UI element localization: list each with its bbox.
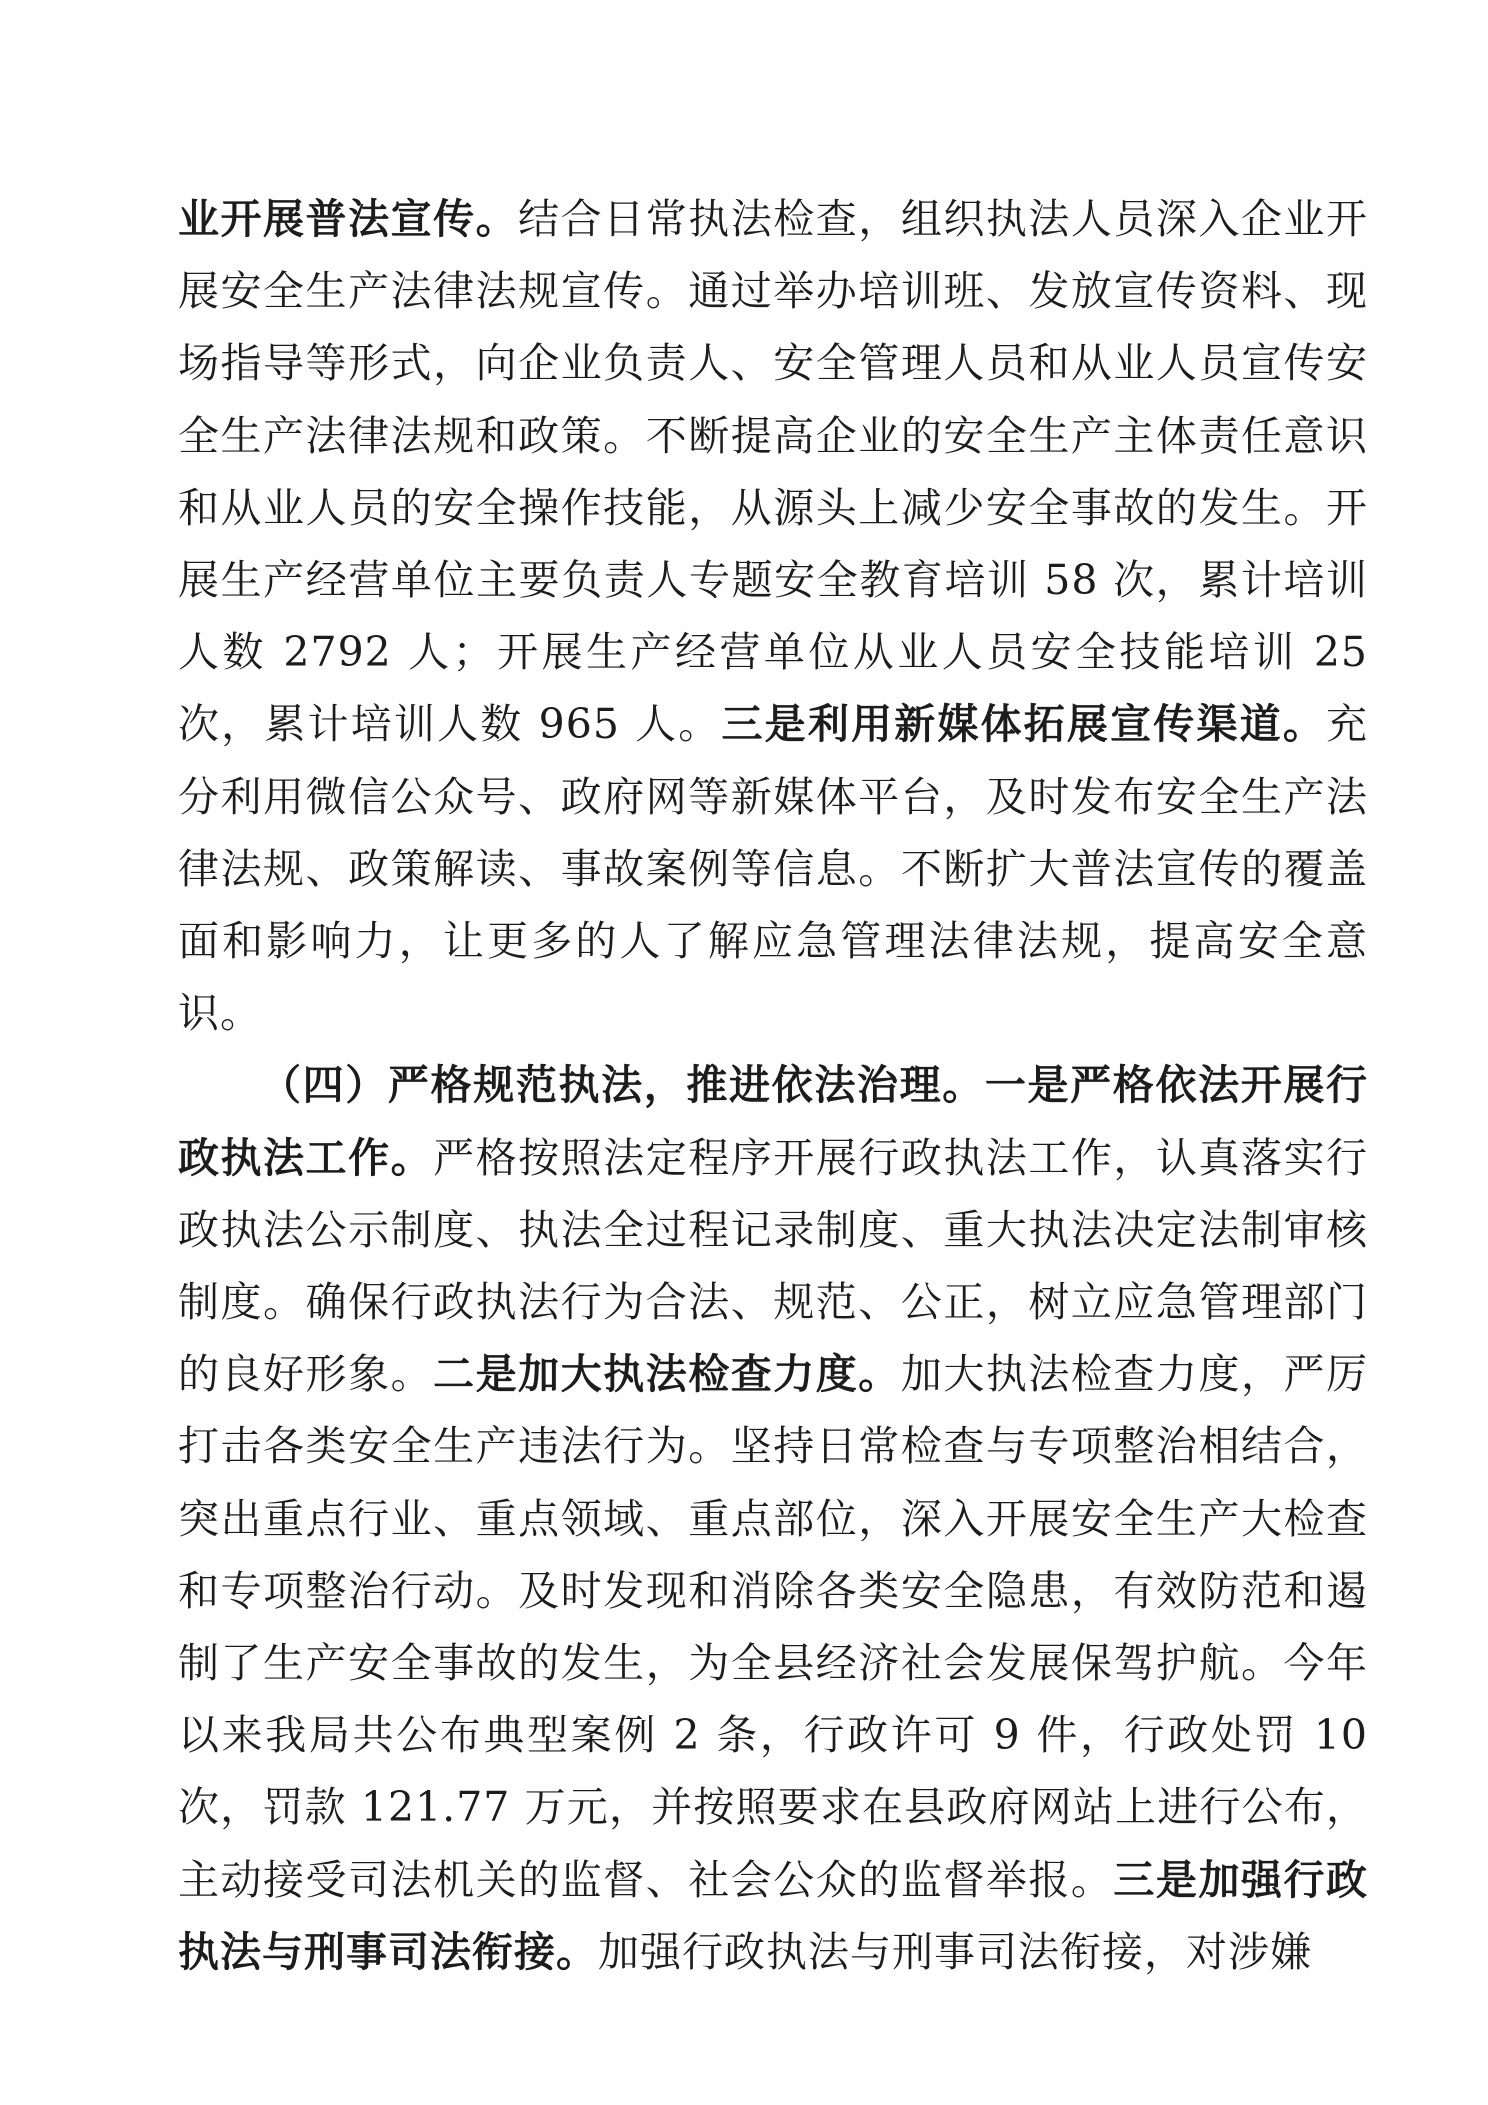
text-run: 严格按照法定程序开展行政执法工作，认真落实行政执法公示制度、执法全过程记录制度、重大执法决定法制审核制度。确保行政执法行为合法、规范、公正，树立应急管理部门的良好形象。	[178, 1133, 1369, 1399]
text-run: 结合日常执法检查，组织执法人员深入企业开展安全生产法律法规宣传。通过举办培训班、发放宣传资料、现场指导等形式，向企业负责人、安全管理人员和从业人员宣传安全生产法律法规和政策。不断提高企业的安全生产主体责任意识和从业人员的安全操作技能，从源头上减少安全事故的发生。开展生产经营单位主要负责人专题安全教育培训 58 次，累计培训人数 2792 人；开展生产经营单位从业人员安全技能培训 25 次，累计培训人数 965 人。	[178, 195, 1369, 749]
text-run: 二是加大执法检查力度。	[433, 1350, 901, 1399]
section-heading: （四）严格规范执法，推进依法治理。一是严格依法开展行政执法工作。	[178, 1061, 1368, 1182]
text-run: 加大执法检查力度，严厉打击各类安全生产违法行为。坚持日常检查与专项整治相结合，突出重点行业、重点领域、重点部位，深入开展安全生产大检查和专项整治行动。及时发现和消除各类安全隐患，有效防范和遏制了生产安全事故的发生，为全县经济社会发展保驾护航。今年以来我局共公布典型案例 2 条，行政许可 9 件，行政处罚 10 次，罚款 121.77 万元，并按照要求在县政府网站上进行公布，主动接受司法机关的监督、社会公众的监督举报。	[178, 1350, 1369, 1904]
paragraph-publicity	[178, 183, 1368, 1049]
text-run: 充分利用微信公众号、政府网等新媒体平台，及时发布安全生产法律法规、政策解读、事故案例等信息。不断扩大普法宣传的覆盖面和影响力，让更多的人了解应急管理法律法规，提高安全意识。	[178, 700, 1368, 1038]
body-text	[178, 183, 1368, 1988]
text-run: 三是利用新媒体拓展宣传渠道。	[721, 700, 1326, 749]
text-run: 加强行政执法与刑事司法衔接，对涉嫌	[598, 1927, 1312, 1976]
text-run: 业开展普法宣传。	[178, 195, 519, 243]
text-run: 三是加强行政执法与刑事司法衔接。	[178, 1855, 1368, 1976]
paragraph-law-enforcement	[178, 1049, 1368, 1988]
